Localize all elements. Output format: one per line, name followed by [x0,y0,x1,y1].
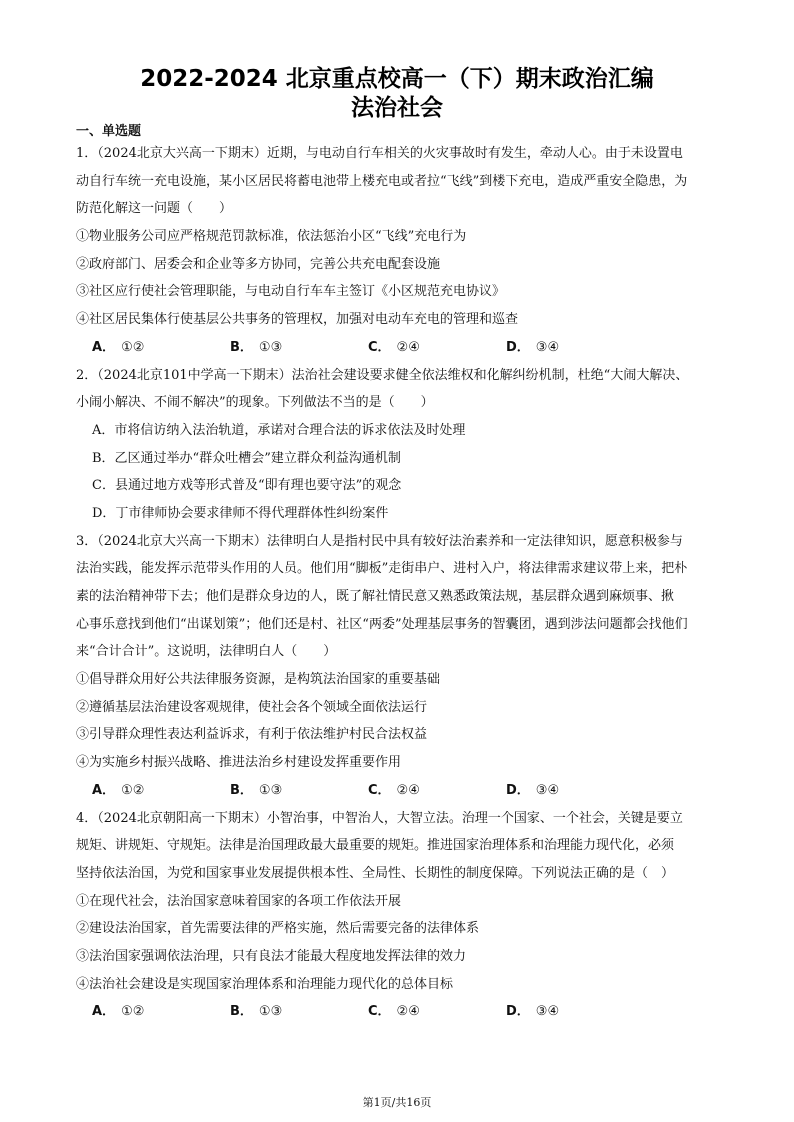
option-b: B．乙区通过举办“群众吐槽会”建立群众利益沟通机制 [92,450,401,466]
option-label: B． [230,1004,253,1020]
option-label: A． [92,782,116,798]
statement-item: ③社区应行使社会管理职能，与电动自行车车主签订《小区规范充电协议》 [76,284,506,300]
question-text-line: 3．（2024北京大兴高一下期末）法律明白人是指村民中具有较好法治素养和一定法律知识，愿意积极参与 [76,533,683,549]
option-text: ②④ [396,339,420,355]
option-text: ②④ [396,782,420,798]
question-text-line: 小闹小解决、不闹不解决”的现象。下列做法不当的是（ ） [76,395,434,411]
option-text: ②④ [396,1004,420,1020]
question-2 [76,362,726,528]
option-a [92,998,230,1026]
statement-item: ②遵循基层法治建设客观规律，使社会各个领域全面依法运行 [76,699,428,715]
option-label: D． [506,339,530,355]
option-text: ①② [121,339,145,355]
question-text-line: 素的法治精神带下去；他们是群众身边的人，既了解社情民意又熟悉政策法规，基层群众遇到麻烦事、揪 [76,589,675,604]
statement-item: ③法治国家强调依法治理，只有良法才能最大程度地发挥法律的效力 [76,948,467,964]
option-label: B． [230,339,253,355]
document-title: 2022-2024 北京重点校高一（下）期末政治汇编 [140,66,654,92]
question-text-line: 1．（2024北京大兴高一下期末）近期，与电动自行车相关的火灾事故时有发生，牵动人心。由于未设置电 [76,146,683,161]
statement-item: ③引导群众理性表达利益诉求，有利于依法维护村民合法权益 [76,727,428,743]
statement-item: ①倡导群众用好公共法律服务资源，是构筑法治国家的重要基础 [76,672,441,688]
option-a [92,777,230,805]
question-text-line: 规矩、讲规矩、守规矩。法律是治国理政最大最重要的规矩。推进国家治理体系和治理能力现代化，必须 [76,838,675,854]
option-label: C． [368,339,391,355]
option-label: D． [506,782,530,798]
option-b [230,334,368,362]
question-text-line: 法治实践，能发挥示范带头作用的人员。他们用“脚板”走街串户、进村入户，将法律需求建议带上来，把朴 [76,561,688,577]
option-text: ③④ [535,782,560,798]
document-subtitle: 法治社会 [351,95,443,121]
statement-item: ④为实施乡村振兴战略、推进法治乡村建设发挥重要作用 [76,755,402,771]
question-list [76,140,726,1026]
question-text-line: 动自行车统一充电设施，某小区居民将蓄电池带上楼充电或者拉“飞线”到楼下充电，造成严重安全隐患，为 [76,173,688,189]
option-text: ①③ [258,339,283,355]
question-text-line: 心事乐意找到他们“出谋划策”；他们还是村、社区“两委”处理基层事务的智囊团，遇到涉法问题都会找他们 [76,616,688,632]
option-a [92,334,230,362]
option-a: A．市将信访纳入法治轨道，承诺对合理合法的诉求依法及时处理 [92,422,466,438]
question-1 [76,140,726,362]
option-c [368,777,506,805]
question-4 [76,805,726,1027]
option-c [368,998,506,1026]
question-text-line: 4．（2024北京朝阳高一下期末）小智治事，中智治人，大智立法。治理一个国家、一个社会，关键是要立 [76,810,683,826]
option-label: D． [506,1004,530,1020]
option-text: ③④ [535,339,560,355]
option-b [230,777,368,805]
statement-item: ①在现代社会，法治国家意味着国家的各项工作依法开展 [76,893,402,909]
answer-options [76,998,726,1026]
option-label: A． [92,339,116,355]
answer-options [76,334,726,362]
question-text-line: 2．（2024北京101中学高一下期末）法治社会建设要求健全依法维权和化解纠纷机制，杜绝“大闹大解决、 [76,367,689,383]
option-d [506,334,644,362]
answer-options [76,777,726,805]
option-text: ③④ [535,1004,560,1020]
question-text-line: 坚持依法治国，为党和国家事业发展提供根本性、全局性、长期性的制度保障。下列说法正确的是（ ） [76,865,675,881]
statement-item: ②建设法治国家，首先需要法律的严格实施，然后需要完备的法律体系 [76,921,480,937]
statement-item: ④法治社会建设是实现国家治理体系和治理能力现代化的总体目标 [76,976,454,992]
option-label: B． [230,782,253,798]
option-d [506,777,644,805]
option-label: C． [368,782,391,798]
statement-item: ②政府部门、居委会和企业等多方协同，完善公共充电配套设施 [76,256,441,272]
option-text: ①② [121,1004,145,1020]
question-text-line: 来“合计合计”。这说明，法律明白人（ ） [76,644,337,660]
option-label: C． [368,1004,391,1020]
option-text: ①② [121,782,145,798]
option-b [230,998,368,1026]
option-text: ①③ [258,782,283,798]
page-number: 第1页/共16页 [362,1096,432,1109]
option-c: C．县通过地方戏等形式普及“即有理也要守法”的观念 [92,478,402,494]
statement-item: ①物业服务公司应严格规范罚款标准，依法惩治小区“飞线”充电行为 [76,229,467,245]
option-text: ①③ [258,1004,283,1020]
statement-item: ④社区居民集体行使基层公共事务的管理权，加强对电动车充电的管理和巡查 [76,312,519,328]
section-heading: 一、单选题 [76,124,142,139]
option-d: D．丁市律师协会要求律师不得代理群体性纠纷案件 [92,505,389,521]
option-c [368,334,506,362]
question-3 [76,528,726,805]
option-label: A． [92,1004,116,1020]
question-text-line: 防范化解这一问题（ ） [76,201,233,217]
option-d [506,998,644,1026]
